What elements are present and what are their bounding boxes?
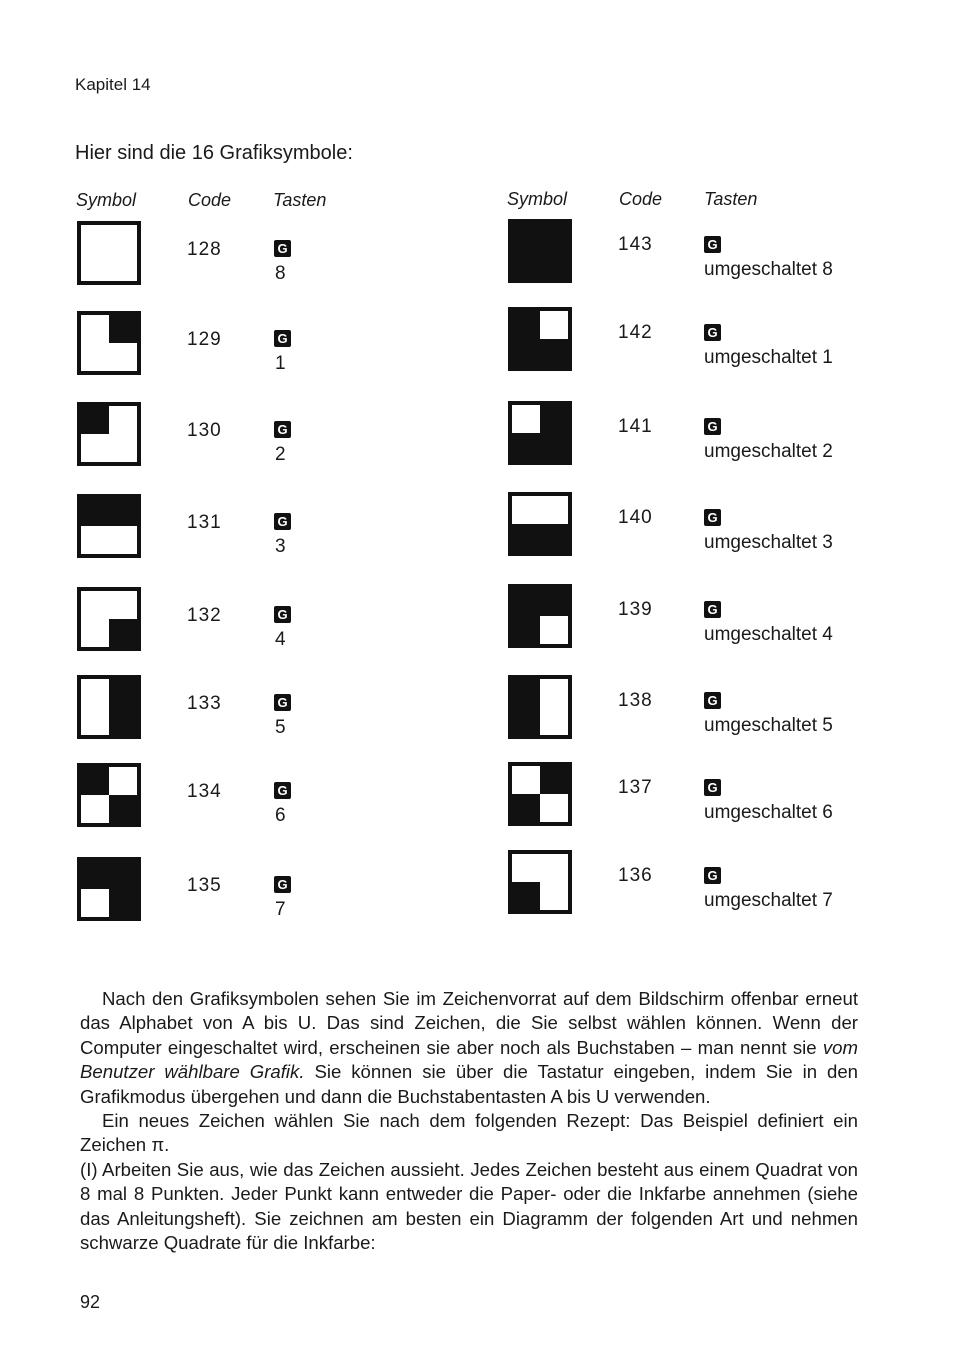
symbol-quadrant [109, 434, 137, 462]
symbol-row [508, 762, 908, 832]
symbol-row [508, 675, 908, 745]
graphics-key-icon: G [704, 509, 721, 526]
graphic-symbol [508, 307, 572, 371]
graphic-symbol [508, 675, 572, 739]
symbol-code: 132 [187, 605, 222, 626]
graphics-key-icon: G [274, 782, 291, 799]
paragraph-2: Ein neues Zeichen wählen Sie nach dem folgenden Rezept: Das Beispiel definiert ein Zeichen π. [80, 1110, 858, 1156]
key-label: 8 [275, 263, 286, 284]
right-code-header: Code [619, 189, 663, 209]
graphics-key-icon: G [704, 692, 721, 709]
symbol-row [77, 402, 477, 472]
graphics-key-icon: G [704, 779, 721, 796]
graphic-symbol [77, 675, 141, 739]
symbol-code: 143 [618, 234, 653, 255]
symbol-row [508, 584, 908, 654]
symbol-quadrant [512, 496, 540, 524]
symbol-code: 139 [618, 599, 653, 620]
intro-line: Hier sind die 16 Grafiksymbole: [75, 142, 353, 164]
graphics-key-icon: G [274, 513, 291, 530]
symbol-quadrant [109, 406, 137, 434]
symbol-quadrant [540, 882, 568, 910]
symbol-row [77, 675, 477, 745]
symbol-quadrant [109, 767, 137, 795]
symbol-code: 129 [187, 329, 222, 350]
body-text [80, 987, 858, 1255]
graphic-symbol [77, 763, 141, 827]
symbol-row [77, 221, 477, 291]
symbol-quadrant [81, 795, 109, 823]
graphics-key-icon: G [704, 324, 721, 341]
symbol-quadrant [512, 405, 540, 433]
paragraph-1 [80, 987, 858, 1109]
graphic-symbol [77, 587, 141, 651]
right-keys-header: Tasten [704, 189, 758, 209]
key-label: 7 [275, 899, 286, 920]
chapter-header: Kapitel 14 [75, 75, 151, 94]
key-label: umgeschaltet 6 [704, 802, 833, 823]
symbol-quadrant [109, 343, 137, 371]
symbol-quadrant [81, 343, 109, 371]
symbol-quadrant [109, 253, 137, 281]
symbol-quadrant [81, 591, 109, 619]
symbol-quadrant [81, 253, 109, 281]
key-label: 3 [275, 536, 286, 557]
key-label: 6 [275, 805, 286, 826]
paragraph-1-emphasis: vom Benutzer wählbare Grafik. [80, 1036, 858, 1083]
symbol-code: 133 [187, 693, 222, 714]
symbol-row [77, 311, 477, 381]
key-label: umgeschaltet 3 [704, 532, 833, 553]
symbol-row [508, 219, 908, 289]
symbol-quadrant [540, 794, 568, 822]
symbol-quadrant [81, 315, 109, 343]
symbol-row [508, 307, 908, 377]
symbol-code: 136 [618, 865, 653, 886]
symbol-quadrant [81, 619, 109, 647]
key-label: umgeschaltet 4 [704, 624, 833, 645]
symbol-code: 138 [618, 690, 653, 711]
key-label: 1 [275, 353, 286, 374]
paragraph-3: (I) Arbeiten Sie aus, wie das Zeichen aussieht. Jedes Zeichen besteht aus einem Quadrat von 8 mal 8 Punkten. Jeder Punkt kann entweder die Paper- oder die Inkfarbe annehmen (siehe das Anleitungsheft). Sie zeichnen am besten ein Diagramm der folgenden Art und nehmen schwarze Quadrate für die Inkfarbe: [80, 1158, 858, 1254]
graphics-key-icon: G [274, 240, 291, 257]
symbol-row [77, 494, 477, 564]
symbol-quadrant [81, 679, 109, 707]
key-label: umgeschaltet 5 [704, 715, 833, 736]
graphic-symbol [508, 219, 572, 283]
left-keys-header: Tasten [273, 190, 327, 210]
symbol-quadrant [540, 679, 568, 707]
right-symbol-header: Symbol [507, 189, 568, 209]
symbol-row [77, 763, 477, 833]
key-label: 2 [275, 444, 286, 465]
symbol-quadrant [81, 526, 109, 554]
paragraph-1-end: Sie können sie über die Tastatur eingeben, indem Sie in den Grafikmodus übergehen und dann die Buchstabentasten A bis U verwenden. [80, 1061, 858, 1107]
symbol-quadrant [540, 496, 568, 524]
graphic-symbol [77, 857, 141, 921]
symbol-row [77, 587, 477, 657]
symbol-quadrant [81, 434, 109, 462]
left-code-header: Code [188, 190, 232, 210]
graphics-key-icon: G [704, 418, 721, 435]
symbol-code: 142 [618, 322, 653, 343]
graphics-key-icon: G [274, 421, 291, 438]
key-label: 5 [275, 717, 286, 738]
symbol-quadrant [540, 616, 568, 644]
symbol-quadrant [512, 854, 540, 882]
symbol-quadrant [512, 766, 540, 794]
symbol-quadrant [109, 526, 137, 554]
symbol-code: 128 [187, 239, 222, 260]
left-symbol-header: Symbol [76, 190, 137, 210]
graphic-symbol [77, 221, 141, 285]
key-label: umgeschaltet 7 [704, 890, 833, 911]
graphic-symbol [77, 402, 141, 466]
symbol-quadrant [540, 854, 568, 882]
graphics-key-icon: G [274, 876, 291, 893]
graphics-key-icon: G [274, 694, 291, 711]
graphics-key-icon: G [704, 867, 721, 884]
symbol-row [508, 401, 908, 471]
paragraph-1-start: Nach den Grafiksymbolen sehen Sie im Zeichenvorrat auf dem Bildschirm offenbar erneut das Alphabet von A bis U. Das sind Zeichen, die Sie selbst wählen können. Wenn der Computer eingeschaltet wird, erscheinen sie aber noch als Buchstaben – man nennt sie [80, 988, 858, 1058]
graphic-symbol [508, 584, 572, 648]
graphic-symbol [508, 492, 572, 556]
graphics-key-icon: G [274, 330, 291, 347]
graphics-key-icon: G [274, 606, 291, 623]
graphic-symbol [508, 762, 572, 826]
symbol-code: 131 [187, 512, 222, 533]
graphic-symbol [77, 311, 141, 375]
symbol-code: 140 [618, 507, 653, 528]
key-label: umgeschaltet 8 [704, 259, 833, 280]
graphics-key-icon: G [704, 601, 721, 618]
symbol-quadrant [81, 889, 109, 917]
symbol-quadrant [81, 225, 109, 253]
symbol-row [77, 857, 477, 927]
symbol-quadrant [81, 707, 109, 735]
symbol-quadrant [540, 707, 568, 735]
symbol-code: 141 [618, 416, 653, 437]
symbol-row [508, 492, 908, 562]
symbol-row [508, 850, 908, 920]
graphic-symbol [508, 850, 572, 914]
symbol-quadrant [109, 591, 137, 619]
key-label: 4 [275, 629, 286, 650]
symbol-code: 135 [187, 875, 222, 896]
graphics-key-icon: G [704, 236, 721, 253]
key-label: umgeschaltet 1 [704, 347, 833, 368]
graphic-symbol [77, 494, 141, 558]
symbol-quadrant [109, 225, 137, 253]
key-label: umgeschaltet 2 [704, 441, 833, 462]
symbol-quadrant [540, 311, 568, 339]
symbol-code: 130 [187, 420, 222, 441]
symbol-code: 134 [187, 781, 222, 802]
page-number: 92 [80, 1292, 101, 1312]
graphic-symbol [508, 401, 572, 465]
symbol-code: 137 [618, 777, 653, 798]
